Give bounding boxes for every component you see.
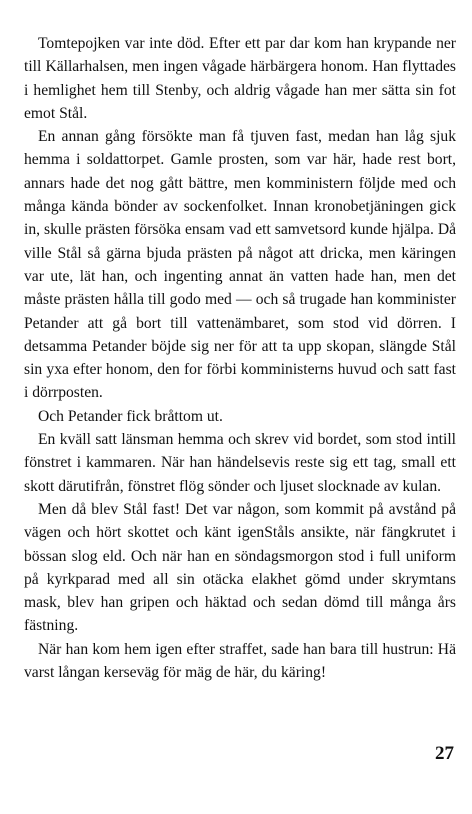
paragraph-4: En kväll satt länsman hemma och skrev vid bordet, som stod intill fönstret i kammaren. När han händelsevis reste sig ett tag, small ett skott därutifrån, fönstret flög sönder och ljuset slocknade av kulan.	[24, 431, 456, 495]
paragraph-1: Tomtepojken var inte död. Efter ett par dar kom han krypande ner till Källarhalsen, men ingen vågade härbärgera honom. Han flyttades i hemlighet hem till Stenby, och aldrig vågade han mer sätta sin fot emot Stål.	[24, 35, 456, 122]
page-number: 27	[435, 743, 454, 764]
paragraph-3: Och Petander fick bråttom ut.	[38, 407, 223, 425]
page-body	[24, 32, 456, 684]
paragraph-6: När han kom hem igen efter straffet, sade han bara till hustrun: Hä varst långan kerseväg för mäg de här, du käring!	[24, 640, 456, 682]
paragraph-5: Men då blev Stål fast! Det var någon, som kommit på avstånd på vägen och hört skottet och känt igenStåls ansikte, när fängkrutet i bössan slog eld. Och när han en söndagsmorgon stod i full uniform på kyrkparad med all sin otäcka elakhet gömd under skrymtans mask, blev han gripen och häktad och sedan dömd till många års fästning.	[24, 500, 456, 635]
paragraph-2: En annan gång försökte man få tjuven fast, medan han låg sjuk hemma i soldattorpet. Gamle prosten, som var här, hade rest bort, annars hade det nog gått bättre, men komministern följde med och många kända bönder av sockenfolket. Innan kronobetjäningen gick in, skulle prästen försöka ensam vad ett samvetsord kunde hjälpa. Då ville Stål så gärna bjuda prästen på något att dricka, men käringen var ute, lät han, och ingenting annat än vatten hade han, men det måste prästen hålla till godo med — och så trugade han komminister Petander att gå bort till vattenämbaret, som stod vid dörren. I detsamma Petander böjde sig ner för att ta upp skopan, slängde Stål sin yxa efter honom, den for förbi komministerns huvud och satt fast i dörrposten.	[24, 128, 456, 402]
